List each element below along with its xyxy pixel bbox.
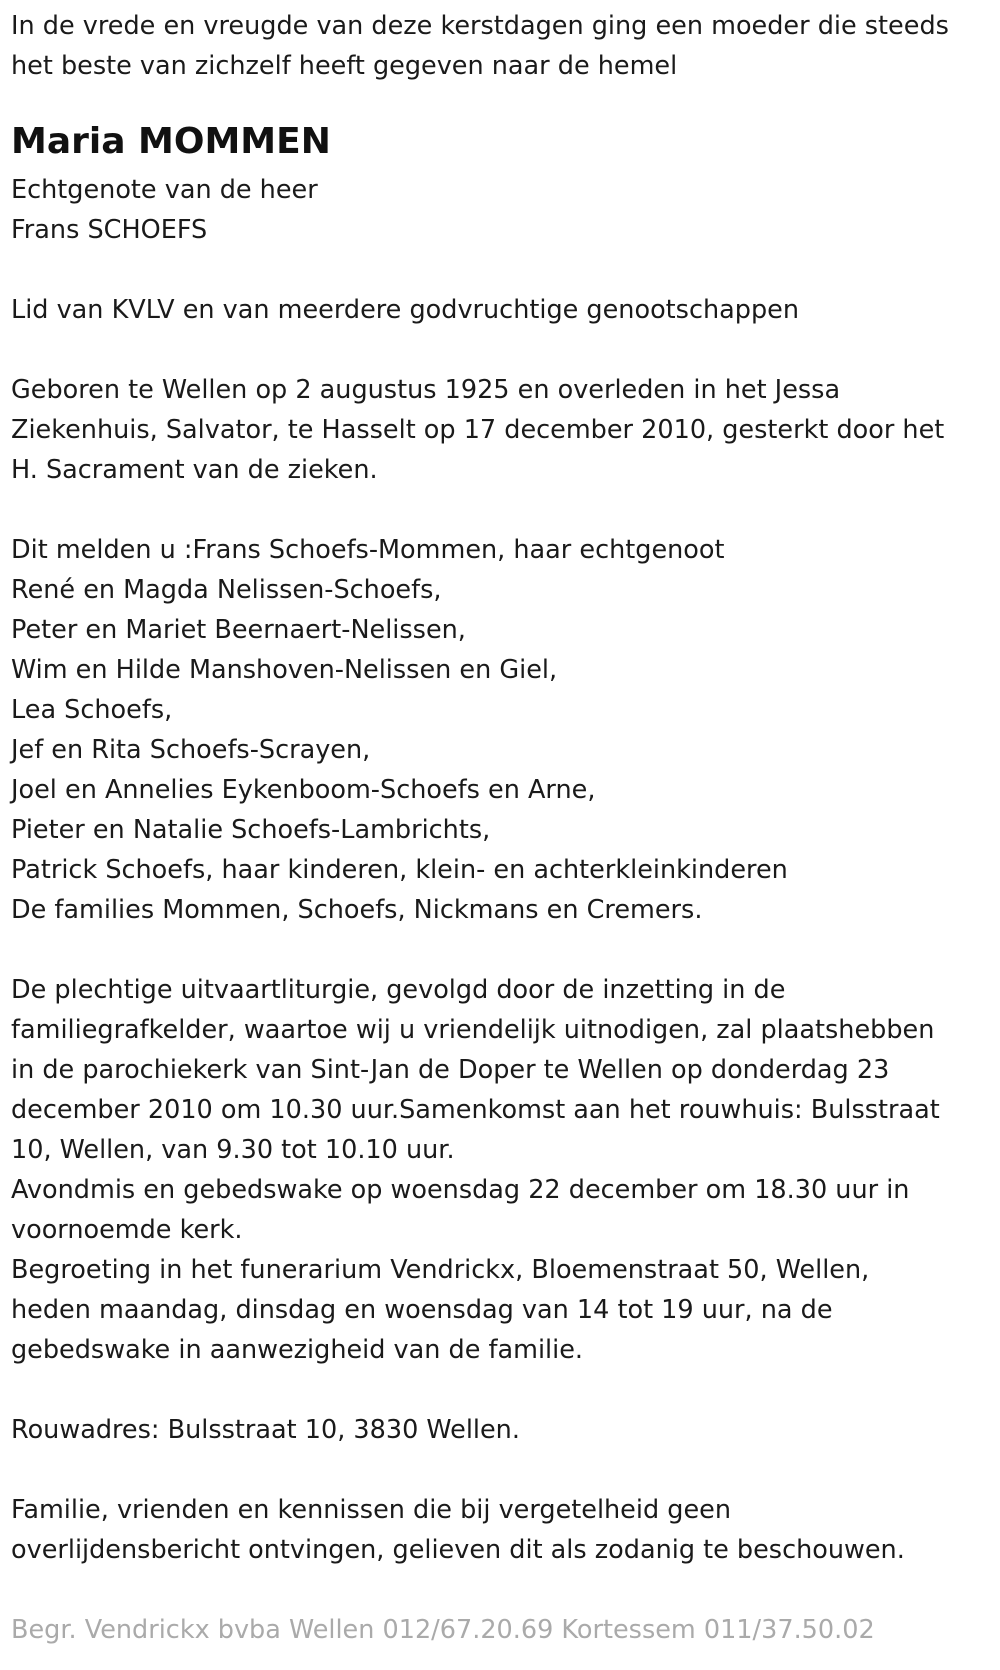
announcer-line: De families Mommen, Schoefs, Nickmans en Cremers. bbox=[11, 895, 703, 925]
ceremony-line: familiegrafkelder, waartoe wij u vriendelijk uitnodigen, zal plaatshebben bbox=[11, 1015, 935, 1045]
ceremony-info bbox=[11, 970, 988, 1370]
intro-line: In de vrede en vreugde van deze kerstdagen ging een moeder die steeds bbox=[11, 11, 949, 41]
ceremony-line: gebedswake in aanwezigheid van de familie. bbox=[11, 1335, 584, 1365]
announcer-line: Patrick Schoefs, haar kinderen, klein- en achterkleinkinderen bbox=[11, 855, 788, 885]
announcer-line: Wim en Hilde Manshoven-Nelissen en Giel, bbox=[11, 655, 558, 685]
announcer-line: Lea Schoefs, bbox=[11, 695, 173, 725]
announcer-line: René en Magda Nelissen-Schoefs, bbox=[11, 575, 442, 605]
ceremony-line: De plechtige uitvaartliturgie, gevolgd door de inzetting in de bbox=[11, 975, 786, 1005]
birth-death-line: Ziekenhuis, Salvator, te Hasselt op 17 december 2010, gesterkt door het bbox=[11, 415, 945, 445]
spouse-line: Echtgenote van de heer bbox=[11, 175, 318, 205]
undertaker-footer: Begr. Vendrickx bvba Wellen 012/67.20.69 Kortessem 011/37.50.02 bbox=[11, 1615, 875, 1645]
address-line: Rouwadres: Bulsstraat 10, 3830 Wellen. bbox=[11, 1415, 520, 1445]
closing-note bbox=[11, 1490, 988, 1570]
ceremony-line: Avondmis en gebedswake op woensdag 22 december om 18.30 uur in bbox=[11, 1175, 910, 1205]
announcer-line: Dit melden u :Frans Schoefs-Mommen, haar echtgenoot bbox=[11, 535, 725, 565]
announcer-line: Joel en Annelies Eykenboom-Schoefs en Arne, bbox=[11, 775, 596, 805]
ceremony-line: voornoemde kerk. bbox=[11, 1215, 243, 1245]
membership-info bbox=[11, 290, 988, 330]
announcer-line: Peter en Mariet Beernaert-Nelissen, bbox=[11, 615, 466, 645]
deceased-name: Maria MOMMEN bbox=[11, 121, 331, 162]
address-info bbox=[11, 1410, 988, 1450]
spouse-info bbox=[11, 170, 988, 250]
ceremony-line: heden maandag, dinsdag en woensdag van 14 tot 19 uur, na de bbox=[11, 1295, 833, 1325]
ceremony-line: in de parochiekerk van Sint-Jan de Doper te Wellen op donderdag 23 bbox=[11, 1055, 890, 1085]
ceremony-line: 10, Wellen, van 9.30 tot 10.10 uur. bbox=[11, 1135, 455, 1165]
closing-line: overlijdensbericht ontvingen, gelieven dit als zodanig te beschouwen. bbox=[11, 1535, 905, 1565]
intro-line: het beste van zichzelf heeft gegeven naar de hemel bbox=[11, 51, 678, 81]
closing-line: Familie, vrienden en kennissen die bij vergetelheid geen bbox=[11, 1495, 731, 1525]
ceremony-line: Begroeting in het funerarium Vendrickx, Bloemenstraat 50, Wellen, bbox=[11, 1255, 870, 1285]
ceremony-line: december 2010 om 10.30 uur.Samenkomst aan het rouwhuis: Bulsstraat bbox=[11, 1095, 940, 1125]
intro-text bbox=[11, 6, 988, 86]
announcer-line: Jef en Rita Schoefs-Scrayen, bbox=[11, 735, 371, 765]
announcers-list bbox=[11, 530, 988, 930]
membership-line: Lid van KVLV en van meerdere godvruchtige genootschappen bbox=[11, 295, 799, 325]
birth-death-line: H. Sacrament van de zieken. bbox=[11, 455, 378, 485]
announcer-line: Pieter en Natalie Schoefs-Lambrichts, bbox=[11, 815, 491, 845]
birth-death-line: Geboren te Wellen op 2 augustus 1925 en overleden in het Jessa bbox=[11, 375, 841, 405]
birth-death-info bbox=[11, 370, 988, 490]
spouse-line: Frans SCHOEFS bbox=[11, 215, 208, 245]
